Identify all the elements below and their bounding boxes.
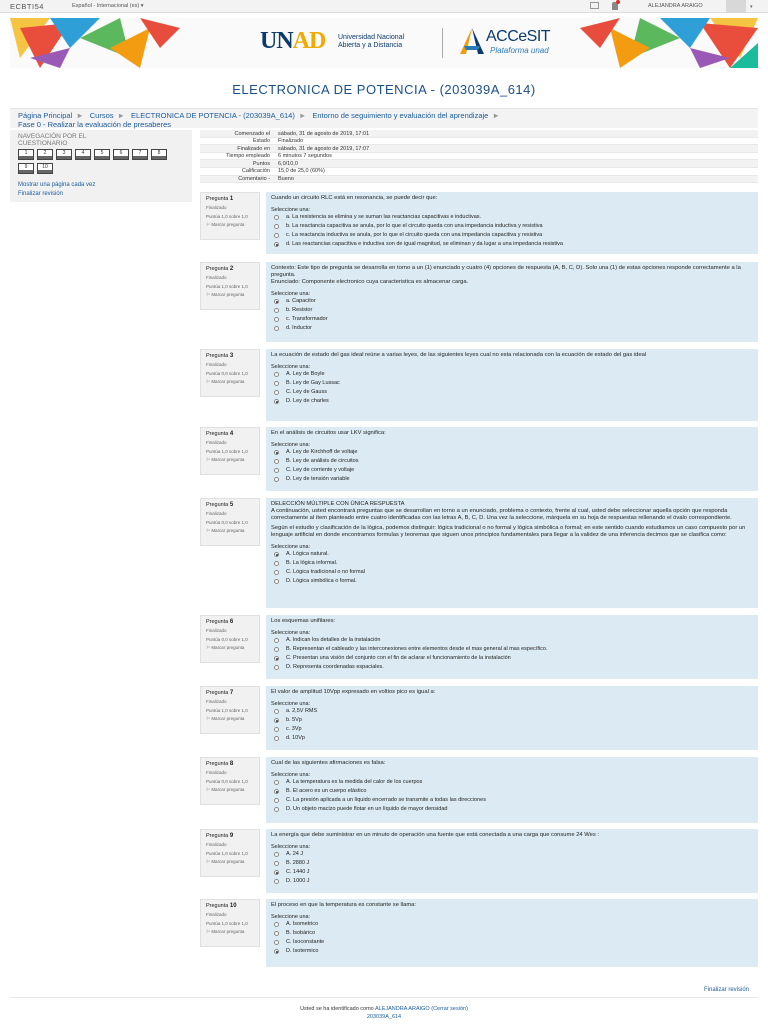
radio-button[interactable] [274, 665, 279, 670]
footer-divider [10, 997, 758, 998]
question-content: La ecuación de estado del gas ideal reúne a varias leyes, de las siguientes leyes cual no esta relacionada con la ecuación de estado del gas ideal Seleccione una: A. Ley de Boyle B. Ley de Gay Lussac C. Ley de Gauss D. Ley de charles [266, 349, 758, 421]
radio-button[interactable] [274, 477, 279, 482]
radio-button[interactable] [274, 561, 279, 566]
radio-button-selected[interactable] [274, 789, 279, 794]
question-content: En el análisis de circuitos usar LKV significa: Seleccione una: A. Ley de Kirchhoff de voltaje B. Ley de análisis de circuitos C. Ley de corriente y voltaje D. Ley de tensión variable [266, 427, 758, 491]
radio-button[interactable] [274, 308, 279, 313]
radio-button[interactable] [274, 931, 279, 936]
question-info: Pregunta 3 Finalizado Puntúa 0,0 sobre 1,0 ⚐ Marcar pregunta [200, 349, 260, 397]
flag-icon: ⚐ [206, 457, 211, 462]
question-info: Pregunta 10 Finalizado Puntúa 1,0 sobre 1,0 ⚐ Marcar pregunta [200, 899, 260, 947]
answer-option[interactable]: B. Isobárico [271, 929, 753, 938]
radio-button[interactable] [274, 326, 279, 331]
question-info: Pregunta 1 Finalizado Puntúa 1,0 sobre 1,0 ⚐ Marcar pregunta [200, 192, 260, 240]
flag-question-button[interactable]: ⚐ Marcar pregunta [206, 787, 245, 792]
question-content: El valor de amplitud 10Vpp expresado en voltios pico es igual a: Seleccione una: a. 2,5V RMS b. 5Vp c. 3Vp d. 10Vp [266, 686, 758, 750]
radio-button[interactable] [274, 224, 279, 229]
answer-option[interactable]: A. Isometrico [271, 920, 753, 929]
summary-row: Tiempo empleado 6 minutos 7 segundos [200, 153, 758, 161]
question-nav-button[interactable]: 7 [132, 149, 148, 160]
footer-user-link[interactable]: ALEJANDRA ARAIGO [374, 1006, 430, 1012]
answer-option[interactable]: A. 24 J [271, 850, 753, 859]
flag-icon: ⚐ [206, 787, 211, 792]
question-nav-button[interactable]: 9 [18, 163, 34, 174]
flag-question-button[interactable]: ⚐ Marcar pregunta [206, 528, 245, 533]
unad-logo-text: Universidad Nacional Abierta y a Distancia [338, 34, 405, 49]
answer-option[interactable]: A. Ley de Kirchhoff de voltaje [271, 448, 753, 457]
unad-logo: UNAD [260, 28, 326, 54]
answer-option[interactable]: A. Ley de Boyle [271, 370, 753, 379]
radio-button[interactable] [274, 940, 279, 945]
answer-option[interactable]: d. Las reactancias capacitiva e inductiva son de igual magnitud, se eliminan y da lugar a una impedancia resistiva [271, 240, 753, 249]
question-nav-button[interactable]: 6 [113, 149, 129, 160]
radio-button-selected[interactable] [274, 299, 279, 304]
radio-button[interactable] [274, 381, 279, 386]
radio-button-selected[interactable] [274, 718, 279, 723]
top-navbar [0, 0, 768, 13]
site-name[interactable]: ECBTI54 [10, 2, 44, 11]
answer-option[interactable]: D. Ley de tensión variable [271, 475, 753, 484]
radio-button[interactable] [274, 807, 279, 812]
radio-button[interactable] [274, 709, 279, 714]
answer-option[interactable]: C. Lógica tradicional o no formal [271, 568, 753, 577]
answer-option[interactable]: A. Indican los detalles de la instalación [271, 636, 753, 645]
question-content: Contexto: Este tipo de pregunta se desarrolla en torno a un (1) enunciado y cuatro (4) opciones de respuesta (A, B, C, D). Solo una (1) de estas opciones responde correctamente a la pregunta. Enunciado: Componente electronico cuya caracteristica es almacenar carga. Seleccione una: a. Capacitor b. Resistor c. Transformador d. Inductor [266, 262, 758, 342]
answer-option[interactable]: B. 2880 J [271, 859, 753, 868]
question-content: El proceso en que la temperatura es constante se llama: Seleccione una: A. Isometrico B. Isobárico C. Isoconstante D. Isotermico [266, 899, 758, 967]
answer-option[interactable]: D. 1000 J [271, 877, 753, 886]
radio-button-selected[interactable] [274, 656, 279, 661]
answer-option[interactable]: B. La lógica informal. [271, 559, 753, 568]
radio-button[interactable] [274, 647, 279, 652]
breadcrumb-separator-icon: ► [492, 111, 500, 120]
flag-icon: ⚐ [206, 528, 211, 533]
answer-option[interactable]: a. 2,5V RMS [271, 707, 753, 716]
flag-question-button[interactable]: ⚐ Marcar pregunta [206, 379, 245, 384]
question-info: Pregunta 9 Finalizado Puntúa 1,0 sobre 1,0 ⚐ Marcar pregunta [200, 829, 260, 877]
show-one-page-link[interactable]: Mostrar una página cada vez [18, 182, 96, 188]
answer-option[interactable]: B. Ley de análisis de circuitos [271, 457, 753, 466]
breadcrumb-courses[interactable]: Cursos [89, 111, 114, 120]
radio-button[interactable] [274, 736, 279, 741]
radio-button[interactable] [274, 215, 279, 220]
breadcrumb-separator-icon: ► [298, 111, 307, 120]
flag-question-button[interactable]: ⚐ Marcar pregunta [206, 859, 245, 864]
flag-question-button[interactable]: ⚐ Marcar pregunta [206, 457, 245, 462]
answer-option[interactable]: C. Isoconstante [271, 938, 753, 947]
answer-option[interactable]: a. La resistencia se elimina y se suman las reactancias capacitivas e inductivas. [271, 213, 753, 222]
radio-button-selected[interactable] [274, 552, 279, 557]
finish-review-link-bottom[interactable]: Finalizar revisión [704, 987, 750, 993]
radio-button-selected[interactable] [274, 399, 279, 404]
radio-button[interactable] [274, 879, 279, 884]
flag-question-button[interactable]: ⚐ Marcar pregunta [206, 292, 245, 297]
header-banner [10, 18, 758, 68]
flag-icon: ⚐ [206, 716, 211, 721]
language-menu[interactable]: Español - Internacional (es) ▾ [72, 3, 144, 9]
radio-button[interactable] [274, 638, 279, 643]
flag-icon: ⚐ [206, 379, 211, 384]
messages-icon[interactable] [590, 2, 599, 9]
radio-button[interactable] [274, 233, 279, 238]
radio-button[interactable] [274, 372, 279, 377]
radio-button[interactable] [274, 852, 279, 857]
radio-button-selected[interactable] [274, 949, 279, 954]
question-info: Pregunta 7 Finalizado Puntúa 1,0 sobre 1,0 ⚐ Marcar pregunta [200, 686, 260, 734]
breadcrumb-current[interactable]: Fase 0 - Realizar la evaluación de presaberes [18, 120, 171, 129]
avatar[interactable] [726, 0, 746, 13]
answer-option[interactable]: d. Inductor [271, 324, 753, 333]
summary-row: Calificación 15,0 de 25,0 (60%) [200, 168, 758, 176]
breadcrumb-section[interactable]: Entorno de seguimiento y evaluación del aprendizaje [312, 111, 489, 120]
breadcrumb-course[interactable]: ELECTRONICA DE POTENCIA - (203039A_614) [131, 111, 295, 120]
flag-question-button[interactable]: ⚐ Marcar pregunta [206, 929, 245, 934]
question-info: Pregunta 2 Finalizado Puntúa 1,0 sobre 1,0 ⚐ Marcar pregunta [200, 262, 260, 310]
answer-option[interactable]: b. La reactancia capacitiva se anula, por lo que el circuito queda con una impedancia inductiva y resistiva [271, 222, 753, 231]
radio-button[interactable] [274, 861, 279, 866]
summary-row: Estado Finalizado [200, 138, 758, 146]
answer-option[interactable]: D. Isotermico [271, 947, 753, 956]
answer-option[interactable]: C. Ley de Gauss [271, 388, 753, 397]
radio-button[interactable] [274, 780, 279, 785]
footer-course-link[interactable]: 203039A_614 [366, 1014, 402, 1020]
question-content: DELECCIÓN MÚLTIPLE CON ÚNICA RESPUESTA A continuación, usted encontrará preguntas que se desarrollan en torno a un enunciado, problema o contexto, frente al cual, usted debe seleccionar aquella opción que responda correctamente al ítem planteado entre cuatro identificadas con las letras A, B, C, D. Una vez la seleccione, márquela en su hoja de respuestas rellenando el óvalo correspondiente. Según el estudio y clasificación de la lógica, podemos distinguir: lógica tradicional o no formal y lógica simbólica o formal; en este sentido cuando estudiamos un caso compuesto por un lenguaje artificial en donde encontramos formulas y teoremas que siguen unos principios fundamentales para llegar a la validez de una inferencia decimos que se clasifica como: Seleccione una: A. Lógica natural. B. La lógica informal. C. Lógica tradicional o no formal D. Lógica simbólica o formal. [266, 498, 758, 608]
answer-option[interactable]: B. Representan el cableado y las interconexiones entre elementos desde el mas general al mas específico. [271, 645, 753, 654]
breadcrumb-home[interactable]: Página Principal [18, 111, 73, 120]
flag-question-button[interactable]: ⚐ Marcar pregunta [206, 645, 245, 650]
answer-option[interactable]: C. Presentan una visión del conjunto con el fin de aclarar el funcionamiento de la instalación [271, 654, 753, 663]
answer-option[interactable]: c. La reactancia inductiva se anula, por lo que el circuito queda con una impedancia capacitiva y resistiva [271, 231, 753, 240]
question-nav-button[interactable]: 10 [37, 163, 53, 174]
answer-option[interactable]: D. Un objeto macizo puede flotar en un líquido de mayor densidad [271, 805, 753, 814]
flag-icon: ⚐ [206, 645, 211, 650]
logout-link[interactable]: (Cerrar sesión) [431, 1006, 468, 1012]
answer-option[interactable]: D. Representa coordenadas espaciales. [271, 663, 753, 672]
notification-badge [616, 0, 620, 4]
radio-button[interactable] [274, 579, 279, 584]
answer-option[interactable]: d. 10Vp [271, 734, 753, 743]
login-info: Usted se ha identificado como ALEJANDRA ARAIGO (Cerrar sesión) [300, 1006, 468, 1012]
question-nav-button[interactable]: 1 [18, 149, 34, 160]
question-nav-button[interactable]: 5 [94, 149, 110, 160]
page-title: ELECTRONICA DE POTENCIA - (203039A_614) [232, 82, 536, 97]
flag-icon: ⚐ [206, 929, 211, 934]
question-content: La energía que debe suministrar en un minuto de operación una fuente que está conectada a una carga que consume 24 Wes : Seleccione una: A. 24 J B. 2880 J C. 1440 J D. 1000 J [266, 829, 758, 893]
answer-option[interactable]: A. Lógica natural. [271, 550, 753, 559]
summary-row: Finalizado en sábado, 31 de agosto de 2019, 17:07 [200, 145, 758, 153]
question-info: Pregunta 5 Finalizado Puntúa 0,0 sobre 1,0 ⚐ Marcar pregunta [200, 498, 260, 546]
question-info: Pregunta 6 Finalizado Puntúa 0,0 sobre 1,0 ⚐ Marcar pregunta [200, 615, 260, 663]
question-nav-button[interactable]: 4 [75, 149, 91, 160]
flag-icon: ⚐ [206, 859, 211, 864]
summary-row: Puntos 6,0/10,0 [200, 160, 758, 168]
accesit-subtitle: Plataforma unad [490, 46, 549, 55]
quiz-navigation [10, 130, 192, 202]
flag-question-button[interactable]: ⚐ Marcar pregunta [206, 716, 245, 721]
question-content: Cuando un circuito RLC está en resonancia, se puede decir que: Seleccione una: a. La resistencia se elimina y se suman las reactancias capacitivas e inductivas. b. La reactancia capacitiva se anula, por lo que el circuito queda con una impedancia inductiva y resistiva c. La reactancia inductiva se anula, por lo que el circuito queda con una impedancia capacitiva y resistiva d. Las reactancias capacitiva e inductiva son de igual magnitud, se eliminan y da lugar a una impedancia resistiva [266, 192, 758, 254]
flag-icon: ⚐ [206, 292, 211, 297]
radio-button[interactable] [274, 390, 279, 395]
radio-button[interactable] [274, 459, 279, 464]
question-info: Pregunta 4 Finalizado Puntúa 1,0 sobre 1,0 ⚐ Marcar pregunta [200, 427, 260, 475]
summary-row: Comenzado el sábado, 31 de agosto de 2019, 17:01 [200, 130, 758, 138]
question-nav-button[interactable]: 3 [56, 149, 72, 160]
question-content: Los esquemas unifilares: Seleccione una: A. Indican los detalles de la instalación B. Representan el cableado y las interconexiones entre elementos desde el mas general al mas específico. C. Presentan una visión del conjunto con el fin de aclarar el funcionamiento de la instalación D. Representa coordenadas espaciales. [266, 615, 758, 679]
radio-button[interactable] [274, 468, 279, 473]
chevron-down-icon[interactable]: ▾ [750, 4, 753, 10]
answer-option[interactable]: b. 5Vp [271, 716, 753, 725]
flag-question-button[interactable]: ⚐ Marcar pregunta [206, 222, 245, 227]
radio-button[interactable] [274, 798, 279, 803]
breadcrumb-separator-icon: ► [76, 111, 84, 120]
accesit-logo: ACCeSIT [486, 28, 551, 45]
radio-button[interactable] [274, 727, 279, 732]
answer-option[interactable]: C. 1440 J [271, 868, 753, 877]
question-nav-button[interactable]: 2 [37, 149, 53, 160]
answer-option[interactable]: A. La temperatura es la medida del calor de los cuerpos [271, 778, 753, 787]
breadcrumb-separator-icon: ► [117, 111, 125, 120]
question-info: Pregunta 8 Finalizado Puntúa 0,0 sobre 1,0 ⚐ Marcar pregunta [200, 757, 260, 805]
summary-row: Comentario - Bueno [200, 176, 758, 184]
question-content: Cual de las siguientes afirmaciones es falsa: Seleccione una: A. La temperatura es la medida del calor de los cuerpos B. El acero es un cuerpo elástico C. La presión aplicada a un líquido encerrado se transmite a todas las direcciones D. Un objeto macizo puede flotar en un líquido de mayor densidad [266, 757, 758, 823]
answer-option[interactable]: D. Ley de charles [271, 397, 753, 406]
answer-option[interactable]: C. La presión aplicada a un líquido encerrado se transmite a todas las direcciones [271, 796, 753, 805]
accesit-logo-icon [458, 26, 486, 56]
quiz-navigation-title: NAVEGACIÓN POR EL CUESTIONARIO [18, 133, 87, 147]
radio-button-selected[interactable] [274, 450, 279, 455]
user-menu-name[interactable]: ALEJANDRA ARAIGO [648, 3, 703, 9]
attempt-summary-table [200, 130, 758, 183]
finish-review-link[interactable]: Finalizar revisión [18, 191, 64, 197]
radio-button-selected[interactable] [274, 870, 279, 875]
radio-button-selected[interactable] [274, 242, 279, 247]
answer-option[interactable]: a. Capacitor [271, 297, 753, 306]
answer-option[interactable]: C. Ley de corriente y voltaje [271, 466, 753, 475]
radio-button[interactable] [274, 570, 279, 575]
answer-option[interactable]: c. Transformador [271, 315, 753, 324]
radio-button[interactable] [274, 922, 279, 927]
question-nav-button[interactable]: 8 [151, 149, 167, 160]
answer-option[interactable]: B. El acero es un cuerpo elástico [271, 787, 753, 796]
answer-option[interactable]: B. Ley de Gay Lussac [271, 379, 753, 388]
radio-button[interactable] [274, 317, 279, 322]
flag-icon: ⚐ [206, 222, 211, 227]
answer-option[interactable]: b. Resistor [271, 306, 753, 315]
answer-option[interactable]: D. Lógica simbólica o formal. [271, 577, 753, 586]
logo-divider [442, 28, 443, 58]
answer-option[interactable]: c. 3Vp [271, 725, 753, 734]
breadcrumb [10, 108, 758, 128]
